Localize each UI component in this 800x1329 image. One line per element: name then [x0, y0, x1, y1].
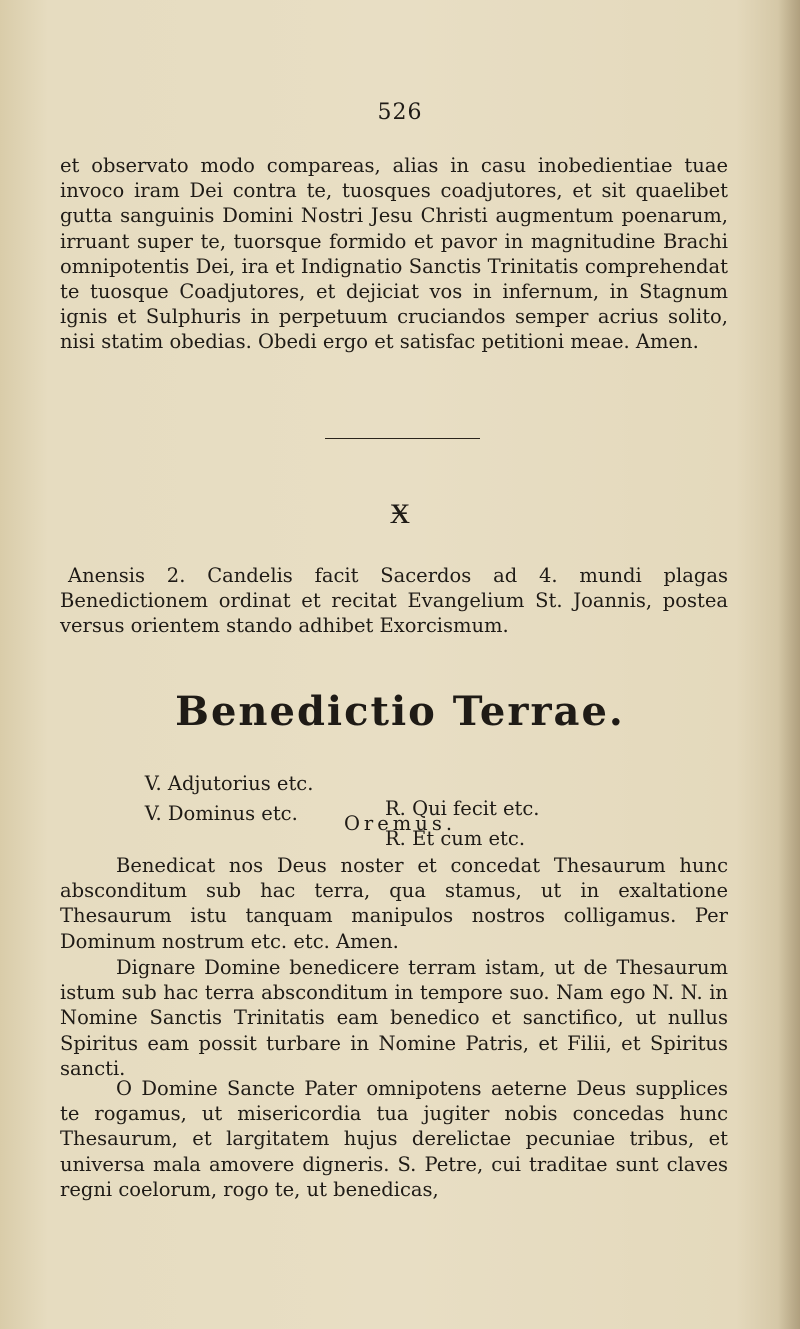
page-number: 526	[377, 100, 423, 125]
section-title: Benedictio Terrae.	[175, 688, 625, 735]
prayer-2	[60, 955, 728, 1081]
paragraph-rubric	[60, 563, 728, 639]
versicle-1: V. Adjutorius etc.	[144, 772, 314, 795]
paragraph-conjuration-end	[60, 153, 728, 355]
prayer-3	[60, 1076, 728, 1202]
cross-symbol: ӿ	[390, 487, 410, 533]
paragraph-2-text: Anensis 2. Candelis facit Sacerdos ad 4. mundi plagas Benedictionem ordinat et recitat Evangelium St. Joannis, postea versus orientem stando adhibet Exorcismum.	[60, 564, 728, 638]
oremus-heading: Oremus.	[343, 812, 457, 835]
paragraph-4-text: Dignare Domine benedicere terram istam, ut de Thesaurum istum sub hac terra absconditum in tempore suo. Nam ego N. N. in Nomine Sanctis Trinitatis eam benedico et sanctifico, ut nullus Spiritus eam possit turbare in Nomine Patris, et Filii, et Spiritus sancti.	[60, 956, 728, 1080]
paragraph-5-text: O Domine Sancte Pater omnipotens aeterne Deus supplices te rogamus, ut misericordia tua jugiter nobis concedas hunc Thesaurum, et largitatem hujus derelictae pecuniae tribus, et universa mala amovere digneris. S. Petre, cui traditae sunt claves regni coelorum, rogo te, ut benedicas,	[60, 1077, 728, 1201]
response-2: R. Et cum etc.	[385, 827, 526, 850]
paragraph-3-text: Benedicat nos Deus noster et concedat Thesaurum hunc absconditum sub hac terra, qua stamus, ut in exaltatione Thesaurum istu tanquam manipulos nostros colligamus. Per Dominum nostrum etc. etc. Amen.	[60, 854, 728, 953]
versicle-2: V. Dominus etc.	[144, 802, 298, 825]
section-divider	[325, 438, 480, 439]
paragraph-1-text: et observato modo compareas, alias in casu inobedientiae tuae invoco iram Dei contra te, tuosques coadjutores, et sit quaelibet gutta sanguinis Domini Nostri Jesu Christi augmentum poenarum, irruant super te, tuorsque formido et pavor in magnitudine Brachi omnipotentis Dei, ira et Indignatio Sanctis Trinitatis comprehendat te tuosque Coadjutores, et dejiciat vos in infernum, in Stagnum ignis et Sulphuris in perpetuum cruciandos semper acrius solito, nisi statim obedias. Obedi ergo et satisfac petitioni meae. Amen.	[60, 154, 728, 354]
prayer-1	[60, 853, 728, 954]
page-edge-shadow	[778, 0, 800, 1329]
response-1: R. Qui fecit etc.	[385, 797, 540, 820]
